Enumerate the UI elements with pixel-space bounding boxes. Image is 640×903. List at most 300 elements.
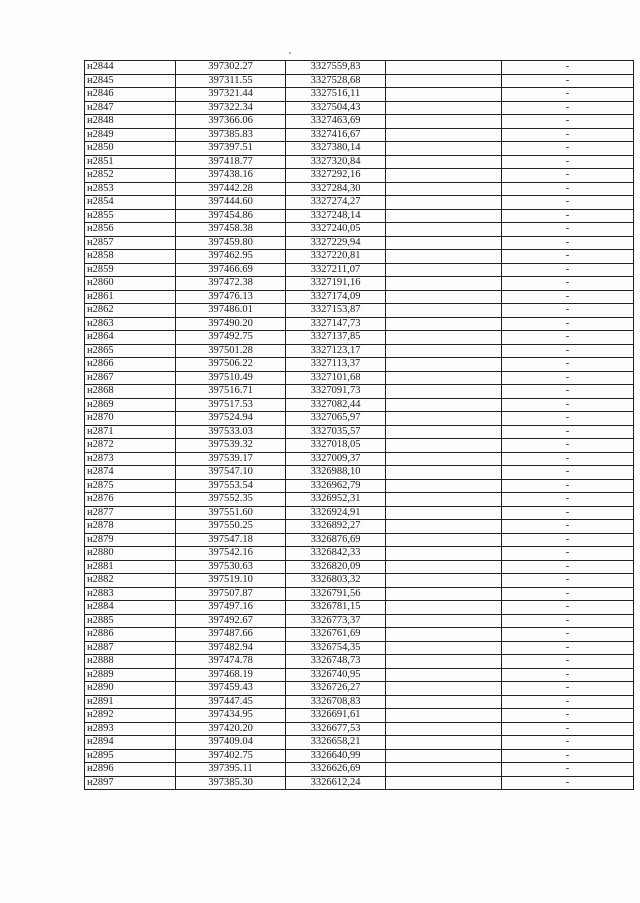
point-name-cell: н2896 — [85, 763, 176, 777]
table-row — [85, 61, 634, 75]
empty-cell — [386, 574, 502, 588]
table-row — [85, 290, 634, 304]
x-coordinate-cell: 397420.20 — [176, 722, 286, 736]
note-cell: - — [502, 358, 634, 372]
y-coordinate-cell: 3327284,30 — [286, 182, 386, 196]
note-cell: - — [502, 668, 634, 682]
point-name-cell: н2856 — [85, 223, 176, 237]
x-coordinate-cell: 397385.30 — [176, 776, 286, 790]
y-coordinate-cell: 3327220,81 — [286, 250, 386, 264]
empty-cell — [386, 398, 502, 412]
x-coordinate-cell: 397487.66 — [176, 628, 286, 642]
point-name-cell: н2849 — [85, 128, 176, 142]
point-name-cell: н2852 — [85, 169, 176, 183]
coordinates-table — [84, 60, 634, 790]
y-coordinate-cell: 3327065,97 — [286, 412, 386, 426]
note-cell: - — [502, 560, 634, 574]
x-coordinate-cell: 397547.10 — [176, 466, 286, 480]
y-coordinate-cell: 3326726,27 — [286, 682, 386, 696]
note-cell: - — [502, 776, 634, 790]
note-cell: - — [502, 601, 634, 615]
table-row — [85, 101, 634, 115]
table-row — [85, 155, 634, 169]
x-coordinate-cell: 397492.75 — [176, 331, 286, 345]
note-cell: - — [502, 223, 634, 237]
empty-cell — [386, 412, 502, 426]
point-name-cell: н2863 — [85, 317, 176, 331]
point-name-cell: н2883 — [85, 587, 176, 601]
x-coordinate-cell: 397530.63 — [176, 560, 286, 574]
note-cell: - — [502, 398, 634, 412]
table-row — [85, 452, 634, 466]
x-coordinate-cell: 397302.27 — [176, 61, 286, 75]
empty-cell — [386, 695, 502, 709]
y-coordinate-cell: 3327137,85 — [286, 331, 386, 345]
y-coordinate-cell: 3326626,69 — [286, 763, 386, 777]
y-coordinate-cell: 3327240,05 — [286, 223, 386, 237]
note-cell: - — [502, 277, 634, 291]
x-coordinate-cell: 397497.16 — [176, 601, 286, 615]
empty-cell — [386, 169, 502, 183]
note-cell: - — [502, 493, 634, 507]
empty-cell — [386, 520, 502, 534]
point-name-cell: н2886 — [85, 628, 176, 642]
note-cell: - — [502, 425, 634, 439]
note-cell: - — [502, 74, 634, 88]
point-name-cell: н2872 — [85, 439, 176, 453]
x-coordinate-cell: 397459.80 — [176, 236, 286, 250]
table-row — [85, 277, 634, 291]
y-coordinate-cell: 3327274,27 — [286, 196, 386, 210]
point-name-cell: н2858 — [85, 250, 176, 264]
point-name-cell: н2844 — [85, 61, 176, 75]
x-coordinate-cell: 397438.16 — [176, 169, 286, 183]
y-coordinate-cell: 3327248,14 — [286, 209, 386, 223]
x-coordinate-cell: 397550.25 — [176, 520, 286, 534]
point-name-cell: н2871 — [85, 425, 176, 439]
point-name-cell: н2882 — [85, 574, 176, 588]
x-coordinate-cell: 397551.60 — [176, 506, 286, 520]
table-row — [85, 560, 634, 574]
point-name-cell: н2850 — [85, 142, 176, 156]
empty-cell — [386, 466, 502, 480]
y-coordinate-cell: 3327035,57 — [286, 425, 386, 439]
table-row — [85, 533, 634, 547]
note-cell: - — [502, 142, 634, 156]
table-row — [85, 614, 634, 628]
point-name-cell: н2859 — [85, 263, 176, 277]
point-name-cell: н2893 — [85, 722, 176, 736]
note-cell: - — [502, 236, 634, 250]
point-name-cell: н2897 — [85, 776, 176, 790]
table-row — [85, 439, 634, 453]
point-name-cell: н2873 — [85, 452, 176, 466]
table-row — [85, 263, 634, 277]
x-coordinate-cell: 397434.95 — [176, 709, 286, 723]
x-coordinate-cell: 397507.87 — [176, 587, 286, 601]
note-cell: - — [502, 196, 634, 210]
note-cell: - — [502, 547, 634, 561]
empty-cell — [386, 263, 502, 277]
x-coordinate-cell: 397553.54 — [176, 479, 286, 493]
empty-cell — [386, 479, 502, 493]
table-row — [85, 304, 634, 318]
table-row — [85, 722, 634, 736]
y-coordinate-cell: 3326691,61 — [286, 709, 386, 723]
table-row — [85, 574, 634, 588]
table-row — [85, 88, 634, 102]
note-cell: - — [502, 304, 634, 318]
empty-cell — [386, 155, 502, 169]
note-cell: - — [502, 533, 634, 547]
empty-cell — [386, 763, 502, 777]
note-cell: - — [502, 641, 634, 655]
y-coordinate-cell: 3327101,68 — [286, 371, 386, 385]
point-name-cell: н2867 — [85, 371, 176, 385]
x-coordinate-cell: 397492.67 — [176, 614, 286, 628]
empty-cell — [386, 439, 502, 453]
note-cell: - — [502, 695, 634, 709]
x-coordinate-cell: 397454.86 — [176, 209, 286, 223]
point-name-cell: н2855 — [85, 209, 176, 223]
x-coordinate-cell: 397444.60 — [176, 196, 286, 210]
point-name-cell: н2891 — [85, 695, 176, 709]
x-coordinate-cell: 397366.06 — [176, 115, 286, 129]
table-row — [85, 709, 634, 723]
x-coordinate-cell: 397539.17 — [176, 452, 286, 466]
note-cell: - — [502, 263, 634, 277]
point-name-cell: н2861 — [85, 290, 176, 304]
table-row — [85, 236, 634, 250]
y-coordinate-cell: 3326781,15 — [286, 601, 386, 615]
note-cell: - — [502, 466, 634, 480]
x-coordinate-cell: 397466.69 — [176, 263, 286, 277]
table-row — [85, 547, 634, 561]
note-cell: - — [502, 155, 634, 169]
empty-cell — [386, 641, 502, 655]
x-coordinate-cell: 397539.32 — [176, 439, 286, 453]
x-coordinate-cell: 397524.94 — [176, 412, 286, 426]
x-coordinate-cell: 397516.71 — [176, 385, 286, 399]
y-coordinate-cell: 3327516,11 — [286, 88, 386, 102]
table-row — [85, 250, 634, 264]
table-row — [85, 466, 634, 480]
x-coordinate-cell: 397482.94 — [176, 641, 286, 655]
point-name-cell: н2885 — [85, 614, 176, 628]
y-coordinate-cell: 3326988,10 — [286, 466, 386, 480]
note-cell: - — [502, 371, 634, 385]
point-name-cell: н2864 — [85, 331, 176, 345]
note-cell: - — [502, 250, 634, 264]
table-row — [85, 763, 634, 777]
x-coordinate-cell: 397462.95 — [176, 250, 286, 264]
y-coordinate-cell: 3327091,73 — [286, 385, 386, 399]
x-coordinate-cell: 397486.01 — [176, 304, 286, 318]
note-cell: - — [502, 520, 634, 534]
empty-cell — [386, 209, 502, 223]
empty-cell — [386, 196, 502, 210]
empty-cell — [386, 74, 502, 88]
x-coordinate-cell: 397501.28 — [176, 344, 286, 358]
y-coordinate-cell: 3327559,83 — [286, 61, 386, 75]
point-name-cell: н2846 — [85, 88, 176, 102]
note-cell: - — [502, 101, 634, 115]
table-row — [85, 209, 634, 223]
empty-cell — [386, 101, 502, 115]
empty-cell — [386, 493, 502, 507]
point-name-cell: н2848 — [85, 115, 176, 129]
note-cell: - — [502, 317, 634, 331]
table-row — [85, 641, 634, 655]
empty-cell — [386, 668, 502, 682]
y-coordinate-cell: 3326612,24 — [286, 776, 386, 790]
note-cell: - — [502, 628, 634, 642]
point-name-cell: н2888 — [85, 655, 176, 669]
point-name-cell: н2870 — [85, 412, 176, 426]
empty-cell — [386, 88, 502, 102]
table-row — [85, 371, 634, 385]
x-coordinate-cell: 397533.03 — [176, 425, 286, 439]
empty-cell — [386, 655, 502, 669]
x-coordinate-cell: 397402.75 — [176, 749, 286, 763]
empty-cell — [386, 304, 502, 318]
table-row — [85, 344, 634, 358]
y-coordinate-cell: 3327147,73 — [286, 317, 386, 331]
point-name-cell: н2853 — [85, 182, 176, 196]
y-coordinate-cell: 3326820,09 — [286, 560, 386, 574]
empty-cell — [386, 587, 502, 601]
point-name-cell: н2881 — [85, 560, 176, 574]
y-coordinate-cell: 3326658,21 — [286, 736, 386, 750]
point-name-cell: н2845 — [85, 74, 176, 88]
y-coordinate-cell: 3326952,31 — [286, 493, 386, 507]
point-name-cell: н2860 — [85, 277, 176, 291]
y-coordinate-cell: 3327018,05 — [286, 439, 386, 453]
y-coordinate-cell: 3326761,69 — [286, 628, 386, 642]
note-cell: - — [502, 115, 634, 129]
table-row — [85, 115, 634, 129]
y-coordinate-cell: 3327009,37 — [286, 452, 386, 466]
y-coordinate-cell: 3326754,35 — [286, 641, 386, 655]
x-coordinate-cell: 397442.28 — [176, 182, 286, 196]
x-coordinate-cell: 397397.51 — [176, 142, 286, 156]
y-coordinate-cell: 3327528,68 — [286, 74, 386, 88]
table-row — [85, 682, 634, 696]
note-cell: - — [502, 614, 634, 628]
x-coordinate-cell: 397476.13 — [176, 290, 286, 304]
point-name-cell: н2884 — [85, 601, 176, 615]
empty-cell — [386, 344, 502, 358]
y-coordinate-cell: 3326803,32 — [286, 574, 386, 588]
x-coordinate-cell: 397490.20 — [176, 317, 286, 331]
point-name-cell: н2847 — [85, 101, 176, 115]
point-name-cell: н2895 — [85, 749, 176, 763]
y-coordinate-cell: 3326748,73 — [286, 655, 386, 669]
point-name-cell: н2876 — [85, 493, 176, 507]
y-coordinate-cell: 3327463,69 — [286, 115, 386, 129]
point-name-cell: н2875 — [85, 479, 176, 493]
y-coordinate-cell: 3327153,87 — [286, 304, 386, 318]
point-name-cell: н2879 — [85, 533, 176, 547]
note-cell: - — [502, 169, 634, 183]
table-row — [85, 128, 634, 142]
table-row — [85, 169, 634, 183]
table-row — [85, 479, 634, 493]
table-row — [85, 317, 634, 331]
point-name-cell: н2868 — [85, 385, 176, 399]
note-cell: - — [502, 290, 634, 304]
y-coordinate-cell: 3326677,53 — [286, 722, 386, 736]
empty-cell — [386, 290, 502, 304]
y-coordinate-cell: 3327082,44 — [286, 398, 386, 412]
table-row — [85, 736, 634, 750]
note-cell: - — [502, 722, 634, 736]
y-coordinate-cell: 3326892,27 — [286, 520, 386, 534]
y-coordinate-cell: 3326791,56 — [286, 587, 386, 601]
note-cell: - — [502, 574, 634, 588]
y-coordinate-cell: 3326842,33 — [286, 547, 386, 561]
note-cell: - — [502, 682, 634, 696]
point-name-cell: н2894 — [85, 736, 176, 750]
point-name-cell: н2865 — [85, 344, 176, 358]
empty-cell — [386, 250, 502, 264]
y-coordinate-cell: 3326640,99 — [286, 749, 386, 763]
y-coordinate-cell: 3326962,79 — [286, 479, 386, 493]
empty-cell — [386, 223, 502, 237]
empty-cell — [386, 533, 502, 547]
empty-cell — [386, 331, 502, 345]
x-coordinate-cell: 397409.04 — [176, 736, 286, 750]
x-coordinate-cell: 397510.49 — [176, 371, 286, 385]
table-row — [85, 628, 634, 642]
table-row — [85, 182, 634, 196]
note-cell: - — [502, 587, 634, 601]
table-row — [85, 776, 634, 790]
note-cell: - — [502, 209, 634, 223]
empty-cell — [386, 425, 502, 439]
note-cell: - — [502, 331, 634, 345]
empty-cell — [386, 709, 502, 723]
empty-cell — [386, 506, 502, 520]
empty-cell — [386, 776, 502, 790]
y-coordinate-cell: 3327229,94 — [286, 236, 386, 250]
empty-cell — [386, 736, 502, 750]
note-cell: - — [502, 412, 634, 426]
empty-cell — [386, 317, 502, 331]
x-coordinate-cell: 397547.18 — [176, 533, 286, 547]
empty-cell — [386, 628, 502, 642]
empty-cell — [386, 560, 502, 574]
empty-cell — [386, 277, 502, 291]
x-coordinate-cell: 397517.53 — [176, 398, 286, 412]
x-coordinate-cell: 397506.22 — [176, 358, 286, 372]
note-cell: - — [502, 452, 634, 466]
scan-speck — [289, 52, 291, 54]
empty-cell — [386, 547, 502, 561]
note-cell: - — [502, 344, 634, 358]
x-coordinate-cell: 397542.16 — [176, 547, 286, 561]
x-coordinate-cell: 397447.45 — [176, 695, 286, 709]
note-cell: - — [502, 385, 634, 399]
y-coordinate-cell: 3327191,16 — [286, 277, 386, 291]
x-coordinate-cell: 397474.78 — [176, 655, 286, 669]
table-row — [85, 587, 634, 601]
empty-cell — [386, 182, 502, 196]
point-name-cell: н2874 — [85, 466, 176, 480]
empty-cell — [386, 385, 502, 399]
x-coordinate-cell: 397552.35 — [176, 493, 286, 507]
x-coordinate-cell: 397418.77 — [176, 155, 286, 169]
empty-cell — [386, 452, 502, 466]
empty-cell — [386, 614, 502, 628]
y-coordinate-cell: 3326740,95 — [286, 668, 386, 682]
point-name-cell: н2857 — [85, 236, 176, 250]
y-coordinate-cell: 3326708,83 — [286, 695, 386, 709]
y-coordinate-cell: 3327113,37 — [286, 358, 386, 372]
point-name-cell: н2862 — [85, 304, 176, 318]
x-coordinate-cell: 397468.19 — [176, 668, 286, 682]
empty-cell — [386, 722, 502, 736]
point-name-cell: н2889 — [85, 668, 176, 682]
x-coordinate-cell: 397472.38 — [176, 277, 286, 291]
table-row — [85, 142, 634, 156]
note-cell: - — [502, 749, 634, 763]
x-coordinate-cell: 397458.38 — [176, 223, 286, 237]
table-row — [85, 385, 634, 399]
y-coordinate-cell: 3326773,37 — [286, 614, 386, 628]
table-row — [85, 425, 634, 439]
empty-cell — [386, 749, 502, 763]
y-coordinate-cell: 3327292,16 — [286, 169, 386, 183]
table-row — [85, 398, 634, 412]
note-cell: - — [502, 763, 634, 777]
note-cell: - — [502, 61, 634, 75]
table-row — [85, 493, 634, 507]
x-coordinate-cell: 397321.44 — [176, 88, 286, 102]
table-row — [85, 695, 634, 709]
table-row — [85, 520, 634, 534]
table-row — [85, 331, 634, 345]
y-coordinate-cell: 3327123,17 — [286, 344, 386, 358]
table-row — [85, 655, 634, 669]
empty-cell — [386, 682, 502, 696]
note-cell: - — [502, 709, 634, 723]
point-name-cell: н2866 — [85, 358, 176, 372]
y-coordinate-cell: 3327504,43 — [286, 101, 386, 115]
table-row — [85, 358, 634, 372]
table-row — [85, 506, 634, 520]
point-name-cell: н2869 — [85, 398, 176, 412]
note-cell: - — [502, 88, 634, 102]
x-coordinate-cell: 397459.43 — [176, 682, 286, 696]
empty-cell — [386, 142, 502, 156]
note-cell: - — [502, 439, 634, 453]
point-name-cell: н2892 — [85, 709, 176, 723]
point-name-cell: н2878 — [85, 520, 176, 534]
point-name-cell: н2877 — [85, 506, 176, 520]
note-cell: - — [502, 736, 634, 750]
table-row — [85, 223, 634, 237]
note-cell: - — [502, 506, 634, 520]
y-coordinate-cell: 3326876,69 — [286, 533, 386, 547]
x-coordinate-cell: 397395.11 — [176, 763, 286, 777]
coordinates-table-body — [85, 61, 634, 790]
empty-cell — [386, 236, 502, 250]
point-name-cell: н2890 — [85, 682, 176, 696]
x-coordinate-cell: 397311.55 — [176, 74, 286, 88]
empty-cell — [386, 601, 502, 615]
empty-cell — [386, 128, 502, 142]
